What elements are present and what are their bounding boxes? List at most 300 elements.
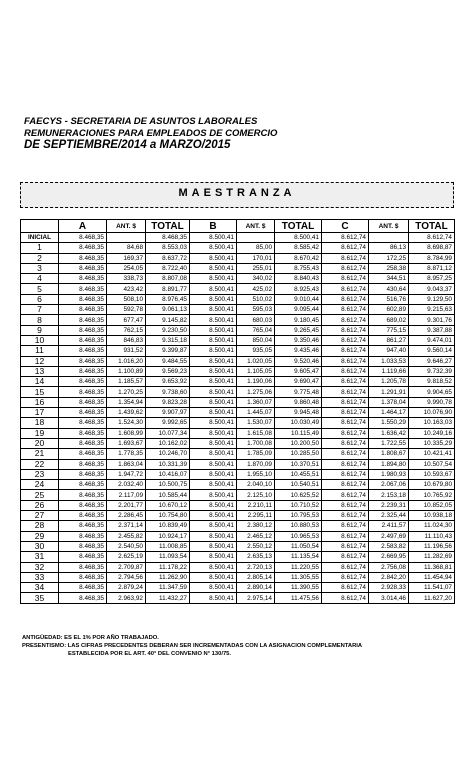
table-cell: 2.842,20 [369, 572, 409, 582]
table-cell [107, 233, 146, 243]
table-cell: 1.016,20 [107, 356, 146, 366]
table-cell: 2.465,12 [237, 531, 275, 541]
table-cell: 8.468,35 [59, 480, 107, 490]
table-cell: 8.612,74 [322, 521, 369, 531]
row-label: 30 [21, 541, 59, 551]
table-cell: 8.500,41 [190, 274, 237, 284]
table-cell: 8.468,35 [59, 387, 107, 397]
table-row [21, 552, 455, 562]
table-row [21, 469, 455, 479]
table-cell: 10.030,49 [275, 418, 322, 428]
footnotes [22, 634, 362, 658]
table-cell: 8.612,74 [322, 531, 369, 541]
row-label: 7 [21, 305, 59, 315]
table-cell: 8.468,35 [59, 356, 107, 366]
table-row [21, 366, 455, 376]
table-cell: 8.500,41 [190, 593, 237, 603]
table-cell: 10.880,53 [275, 521, 322, 531]
table-cell: 8.612,74 [322, 315, 369, 325]
table-cell: 1.894,80 [369, 459, 409, 469]
table-cell: 10.249,16 [409, 428, 455, 438]
table-cell: 1.808,67 [369, 449, 409, 459]
table-cell: 9.315,18 [146, 335, 190, 345]
table-cell: 258,38 [369, 263, 409, 273]
table-cell: 8.612,74 [322, 449, 369, 459]
table-cell: 8.468,35 [59, 377, 107, 387]
table-cell: 8.468,35 [59, 263, 107, 273]
table-cell: 8.500,41 [190, 459, 237, 469]
table-cell: 1.722,55 [369, 438, 409, 448]
table-cell: 8.612,74 [322, 480, 369, 490]
table-cell: 8.612,74 [322, 305, 369, 315]
column-header: TOTAL [146, 220, 190, 233]
table-cell: 10.839,49 [146, 521, 190, 531]
table-cell: 2.455,82 [107, 531, 146, 541]
table-cell: 2.625,19 [107, 552, 146, 562]
table-cell: 2.583,82 [369, 541, 409, 551]
table-cell: 9.435,46 [275, 346, 322, 356]
table-row [21, 531, 455, 541]
table-cell: 11.135,54 [275, 552, 322, 562]
table-cell: 2.125,10 [237, 490, 275, 500]
table-cell: 8.500,41 [190, 490, 237, 500]
table-row [21, 315, 455, 325]
table-row [21, 418, 455, 428]
salary-table [20, 219, 455, 604]
table-cell: 765,04 [237, 325, 275, 335]
table-cell: 9.180,45 [275, 315, 322, 325]
row-label: 18 [21, 418, 59, 428]
table-cell: 10.331,39 [146, 459, 190, 469]
table-cell: 8.500,41 [190, 408, 237, 418]
table-cell: 9.043,37 [409, 284, 455, 294]
table-row [21, 233, 455, 243]
table-cell: 11.347,59 [146, 583, 190, 593]
table-cell [237, 233, 275, 243]
row-label: 25 [21, 490, 59, 500]
table-cell: 8.468,35 [59, 325, 107, 335]
table-cell: 10.246,70 [146, 449, 190, 459]
table-cell: 8.500,41 [190, 511, 237, 521]
table-cell: 8.500,41 [190, 500, 237, 510]
table-cell: 8.500,41 [190, 294, 237, 304]
category-title: MAESTRANZA [178, 187, 296, 199]
table-cell: 11.196,56 [409, 541, 455, 551]
table-cell: 8.612,74 [322, 397, 369, 407]
table-cell: 8.468,35 [59, 274, 107, 284]
table-cell: 1.980,93 [369, 469, 409, 479]
table-cell: 10.163,03 [409, 418, 455, 428]
table-cell: 10.455,51 [275, 469, 322, 479]
table-cell: 861,27 [369, 335, 409, 345]
table-cell: 1.870,09 [237, 459, 275, 469]
table-cell: 8.500,41 [190, 531, 237, 541]
table-cell: 8.468,35 [59, 459, 107, 469]
table-cell: 8.500,41 [190, 315, 237, 325]
row-label: 35 [21, 593, 59, 603]
table-cell: 1.439,62 [107, 408, 146, 418]
table-cell: 9.387,88 [409, 325, 455, 335]
table-cell: 8.976,45 [146, 294, 190, 304]
table-cell: 8.500,41 [190, 253, 237, 263]
table-cell: 8.612,74 [322, 459, 369, 469]
row-label: 24 [21, 480, 59, 490]
table-row [21, 263, 455, 273]
table-cell: 10.421,41 [409, 449, 455, 459]
column-header: TOTAL [409, 220, 455, 233]
row-label: 32 [21, 562, 59, 572]
table-cell: 8.698,87 [409, 243, 455, 253]
table-row [21, 572, 455, 582]
table-cell: 9.520,46 [275, 356, 322, 366]
table-cell: 8.871,12 [409, 263, 455, 273]
note-presentismo: PRESENTISMO: LAS CIFRAS PRECEDENTES DEBERAN SER INCREMENTADAS CON LA ASIGNACION COMPLEMENTARIA [22, 643, 363, 649]
table-cell: 1.354,94 [107, 397, 146, 407]
row-label: 8 [21, 315, 59, 325]
table-cell: 8.612,74 [322, 490, 369, 500]
table-cell: 11.541,07 [409, 583, 455, 593]
table-cell: 2.497,69 [369, 531, 409, 541]
table-cell: 8.612,74 [322, 408, 369, 418]
table-cell: 11.178,22 [146, 562, 190, 572]
table-cell: 8.612,74 [322, 346, 369, 356]
table-cell: 2.239,31 [369, 500, 409, 510]
table-cell: 8.468,35 [59, 346, 107, 356]
row-label: 16 [21, 397, 59, 407]
table-cell: 11.024,30 [409, 521, 455, 531]
table-cell: 9.818,52 [409, 377, 455, 387]
table-cell: 8.612,74 [322, 593, 369, 603]
table-cell: 8.612,74 [322, 583, 369, 593]
table-cell: 2.325,44 [369, 511, 409, 521]
table-cell: 10.765,92 [409, 490, 455, 500]
table-cell: 172,25 [369, 253, 409, 263]
table-cell: 689,02 [369, 315, 409, 325]
table-cell: 9.907,97 [146, 408, 190, 418]
table-cell: 9.646,27 [409, 356, 455, 366]
table-cell: 592,78 [107, 305, 146, 315]
table-cell: 9.484,55 [146, 356, 190, 366]
table-cell: 8.612,74 [322, 356, 369, 366]
table-cell: 1.445,07 [237, 408, 275, 418]
table-row [21, 325, 455, 335]
table-cell: 430,64 [369, 284, 409, 294]
table-cell: 8.468,35 [59, 438, 107, 448]
table-cell: 8.468,35 [59, 253, 107, 263]
table-cell: 1.955,10 [237, 469, 275, 479]
table-cell: 9.265,45 [275, 325, 322, 335]
table-cell: 9.230,50 [146, 325, 190, 335]
table-cell [369, 233, 409, 243]
table-cell: 10.076,90 [409, 408, 455, 418]
table-cell: 1.185,57 [107, 377, 146, 387]
table-cell: 8.553,03 [146, 243, 190, 253]
table-cell: 9.690,47 [275, 377, 322, 387]
table-cell: 2.067,06 [369, 480, 409, 490]
table-cell: 10.670,12 [146, 500, 190, 510]
table-cell: 8.500,41 [190, 305, 237, 315]
table-cell: 170,01 [237, 253, 275, 263]
table-cell: 947,40 [369, 346, 409, 356]
table-cell: 8.468,35 [59, 233, 107, 243]
table-cell: 10.625,52 [275, 490, 322, 500]
table-cell: 1.608,99 [107, 428, 146, 438]
table-cell: 10.115,49 [275, 428, 322, 438]
table-row [21, 387, 455, 397]
table-cell: 10.754,80 [146, 511, 190, 521]
table-cell: 2.975,14 [237, 593, 275, 603]
table-cell: 8.468,35 [59, 397, 107, 407]
row-label: 23 [21, 469, 59, 479]
table-cell: 1.360,07 [237, 397, 275, 407]
table-row [21, 500, 455, 510]
table-cell: 8.612,74 [322, 243, 369, 253]
table-cell: 425,02 [237, 284, 275, 294]
table-cell: 9.823,28 [146, 397, 190, 407]
table-cell: 8.612,74 [322, 500, 369, 510]
row-label: 29 [21, 531, 59, 541]
table-cell: 11.093,54 [146, 552, 190, 562]
table-cell: 8.500,41 [190, 346, 237, 356]
table-cell: 10.593,67 [409, 469, 455, 479]
table-cell: 8.468,35 [59, 521, 107, 531]
table-cell: 8.612,74 [322, 377, 369, 387]
table-cell: 1.020,05 [237, 356, 275, 366]
table-cell: 8.500,41 [275, 233, 322, 243]
table-cell: 10.924,17 [146, 531, 190, 541]
table-cell: 2.720,13 [237, 562, 275, 572]
table-cell: 846,83 [107, 335, 146, 345]
table-row [21, 335, 455, 345]
table-cell: 8.500,41 [190, 243, 237, 253]
column-header: C [322, 220, 369, 233]
table-cell: 8.891,77 [146, 284, 190, 294]
table-cell: 1.615,08 [237, 428, 275, 438]
table-cell: 9.990,78 [409, 397, 455, 407]
table-cell: 2.201,77 [107, 500, 146, 510]
table-cell: 9.129,50 [409, 294, 455, 304]
row-label: 6 [21, 294, 59, 304]
table-cell: 8.500,41 [190, 480, 237, 490]
table-cell: 2.540,50 [107, 541, 146, 551]
table-cell: 1.530,07 [237, 418, 275, 428]
table-cell: 8.468,35 [59, 500, 107, 510]
table-cell: 10.795,53 [275, 511, 322, 521]
table-cell: 8.612,74 [322, 541, 369, 551]
table-cell: 10.938,18 [409, 511, 455, 521]
note-presentismo-continued: ESTABLECIDA POR EL ART. 40° DEL CONVENIO N° 130/75. [68, 651, 232, 657]
table-cell: 8.500,41 [190, 325, 237, 335]
table-cell: 1.275,06 [237, 387, 275, 397]
table-cell: 2.117,09 [107, 490, 146, 500]
table-row [21, 438, 455, 448]
header-subtitle: REMUNERACIONES PARA EMPLEADOS DE COMERCIO [24, 128, 278, 139]
table-cell: 510,02 [237, 294, 275, 304]
table-cell: 680,03 [237, 315, 275, 325]
table-cell: 2.032,40 [107, 480, 146, 490]
table-cell: 9.145,82 [146, 315, 190, 325]
header-period: DE SEPTIEMBRE/2014 a MARZO/2015 [24, 139, 231, 151]
table-cell: 8.840,43 [275, 274, 322, 284]
table-cell: 516,76 [369, 294, 409, 304]
table-row [21, 490, 455, 500]
table-cell: 8.500,41 [190, 572, 237, 582]
row-label: 3 [21, 263, 59, 273]
table-cell: 2.371,14 [107, 521, 146, 531]
table-cell: 11.220,55 [275, 562, 322, 572]
row-label: 31 [21, 552, 59, 562]
table-cell: 2.928,33 [369, 583, 409, 593]
table-cell: 8.612,74 [322, 428, 369, 438]
column-header: ANT. $ [369, 220, 409, 233]
table-cell: 1.205,78 [369, 377, 409, 387]
table-cell: 1.524,30 [107, 418, 146, 428]
table-cell: 8.612,74 [322, 233, 369, 243]
table-cell: 2.210,11 [237, 500, 275, 510]
table-cell: 2.380,12 [237, 521, 275, 531]
table-cell: 11.390,55 [275, 583, 322, 593]
table-row [21, 377, 455, 387]
table-cell: 9.945,48 [275, 408, 322, 418]
table-cell: 8.500,41 [190, 541, 237, 551]
table-cell: 11.262,90 [146, 572, 190, 582]
table-cell: 338,73 [107, 274, 146, 284]
table-cell: 8.468,35 [146, 233, 190, 243]
table-cell: 8.500,41 [190, 366, 237, 376]
table-row [21, 274, 455, 284]
table-row [21, 583, 455, 593]
table-cell: 8.612,74 [322, 572, 369, 582]
row-label: 26 [21, 500, 59, 510]
table-cell: 10.852,05 [409, 500, 455, 510]
table-cell: 8.807,08 [146, 274, 190, 284]
table-row [21, 294, 455, 304]
table-row [21, 408, 455, 418]
table-cell: 2.709,87 [107, 562, 146, 572]
table-cell: 11.368,81 [409, 562, 455, 572]
table-cell: 1.190,06 [237, 377, 275, 387]
table-cell: 9.605,47 [275, 366, 322, 376]
table-cell: 8.468,35 [59, 305, 107, 315]
table-cell: 10.162,02 [146, 438, 190, 448]
table-cell: 8.500,41 [190, 469, 237, 479]
table-cell: 8.468,35 [59, 315, 107, 325]
table-cell: 8.612,74 [409, 233, 455, 243]
table-cell: 1.033,53 [369, 356, 409, 366]
table-cell: 8.612,74 [322, 387, 369, 397]
table-cell: 9.569,23 [146, 366, 190, 376]
row-label: 14 [21, 377, 59, 387]
table-cell: 9.738,60 [146, 387, 190, 397]
table-cell: 8.468,35 [59, 408, 107, 418]
table-cell: 8.500,41 [190, 284, 237, 294]
table-cell: 11.305,55 [275, 572, 322, 582]
table-cell: 8.500,41 [190, 428, 237, 438]
table-cell: 1.947,72 [107, 469, 146, 479]
table-cell: 11.627,20 [409, 593, 455, 603]
row-label: 33 [21, 572, 59, 582]
table-cell: 8.500,41 [190, 233, 237, 243]
table-cell: 1.636,42 [369, 428, 409, 438]
table-row [21, 593, 455, 603]
table-cell: 602,89 [369, 305, 409, 315]
table-cell: 9.732,39 [409, 366, 455, 376]
table-cell: 508,10 [107, 294, 146, 304]
row-label: 13 [21, 366, 59, 376]
table-cell: 10.585,44 [146, 490, 190, 500]
table-cell: 8.612,74 [322, 418, 369, 428]
row-label: 12 [21, 356, 59, 366]
row-label: 1 [21, 243, 59, 253]
table-cell: 10.200,50 [275, 438, 322, 448]
table-cell: 8.500,41 [190, 263, 237, 273]
table-cell: 8.468,35 [59, 593, 107, 603]
table-cell: 10.077,34 [146, 428, 190, 438]
table-cell: 9.301,76 [409, 315, 455, 325]
table-cell: 8.612,74 [322, 253, 369, 263]
table-cell: 1.378,04 [369, 397, 409, 407]
table-cell: 1.700,08 [237, 438, 275, 448]
table-cell: 3.014,46 [369, 593, 409, 603]
table-cell: 10.679,80 [409, 480, 455, 490]
table-row [21, 562, 455, 572]
table-cell: 1.270,25 [107, 387, 146, 397]
table-cell: 9.653,92 [146, 377, 190, 387]
table-cell: 775,15 [369, 325, 409, 335]
table-cell: 8.612,74 [322, 274, 369, 284]
table-cell: 344,51 [369, 274, 409, 284]
table-cell: 1.464,17 [369, 408, 409, 418]
table-cell: 9.992,65 [146, 418, 190, 428]
category-banner [20, 182, 454, 208]
column-header: ANT. $ [107, 220, 146, 233]
table-cell: 8.612,74 [322, 366, 369, 376]
table-cell: 8.612,74 [322, 335, 369, 345]
table-cell: 11.475,56 [275, 593, 322, 603]
table-cell: 8.612,74 [322, 469, 369, 479]
table-cell: 8.670,42 [275, 253, 322, 263]
table-cell: 931,52 [107, 346, 146, 356]
table-cell: 8.468,35 [59, 243, 107, 253]
table-cell: 8.468,35 [59, 490, 107, 500]
table-cell: 8.468,35 [59, 366, 107, 376]
table-row [21, 480, 455, 490]
table-cell: 8.468,35 [59, 418, 107, 428]
column-header: A [59, 220, 107, 233]
table-cell: 169,37 [107, 253, 146, 263]
table-cell: 2.635,13 [237, 552, 275, 562]
table-cell: 8.468,35 [59, 469, 107, 479]
table-cell: 84,68 [107, 243, 146, 253]
table-cell: 1.693,67 [107, 438, 146, 448]
table-cell: 8.468,35 [59, 428, 107, 438]
table-row [21, 521, 455, 531]
table-cell: 1.100,89 [107, 366, 146, 376]
table-cell: 8.468,35 [59, 284, 107, 294]
table-cell: 1.291,91 [369, 387, 409, 397]
table-cell: 2.295,11 [237, 511, 275, 521]
table-row [21, 253, 455, 263]
table-cell: 9.399,87 [146, 346, 190, 356]
table-row [21, 428, 455, 438]
header-organization: FAECYS - SECRETARIA DE ASUNTOS LABORALES [24, 116, 258, 127]
column-header: TOTAL [275, 220, 322, 233]
row-label: 2 [21, 253, 59, 263]
table-cell: 8.500,41 [190, 335, 237, 345]
note-antiguedad: ANTIGÜEDAD: ES EL 1% POR AÑO TRABAJADO. [22, 635, 159, 641]
table-cell: 10.507,54 [409, 459, 455, 469]
table-cell: 8.784,99 [409, 253, 455, 263]
